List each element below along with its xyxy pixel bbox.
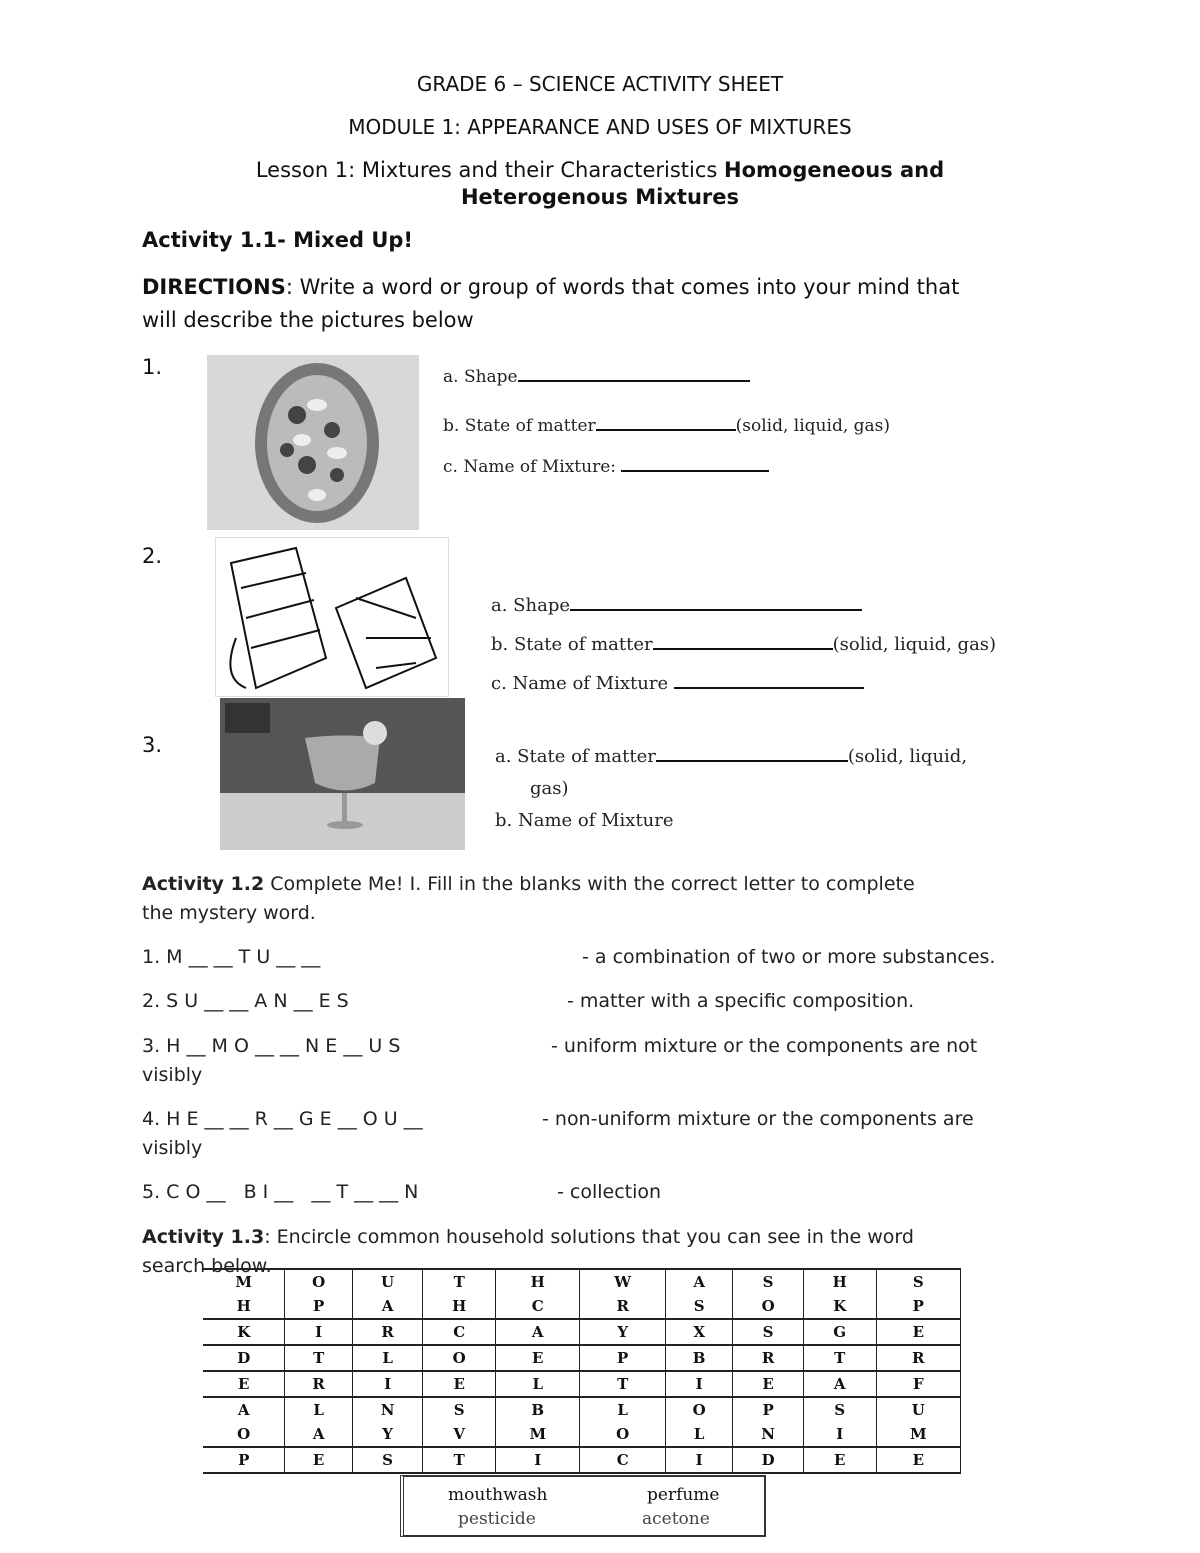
answer-blank[interactable] — [674, 687, 864, 689]
grid-cell[interactable]: T — [803, 1345, 876, 1371]
mystery-word-2[interactable]: 2. S U __ __ A N __ E S — [142, 990, 349, 1012]
grid-cell[interactable]: X — [665, 1319, 732, 1345]
activity-2-instructions-cont: the mystery word. — [142, 902, 316, 924]
directions-text: : Write a word or group of words that comes into your mind that — [285, 275, 960, 299]
item-1-c-label: c. Name of Mixture: — [443, 457, 616, 477]
grid-cell[interactable]: E — [285, 1447, 352, 1473]
grid-cell[interactable]: C — [423, 1319, 496, 1345]
grid-cell[interactable]: L — [580, 1397, 666, 1422]
grid-cell[interactable]: R — [580, 1294, 666, 1319]
grid-cell[interactable]: G — [803, 1319, 876, 1345]
grid-cell[interactable]: E — [803, 1447, 876, 1473]
grid-cell[interactable]: S — [733, 1269, 803, 1294]
grid-row — [203, 1269, 961, 1294]
mystery-word-5[interactable]: 5. C O __ B I __ __ T __ __ N — [142, 1181, 419, 1203]
grid-cell[interactable]: N — [733, 1422, 803, 1447]
grid-cell[interactable]: I — [803, 1422, 876, 1447]
grid-cell[interactable]: S — [665, 1294, 732, 1319]
word-bank-scroll — [400, 1475, 766, 1537]
grid-cell[interactable]: I — [352, 1371, 422, 1397]
hint: (solid, liquid, gas) — [832, 634, 997, 655]
grid-row — [203, 1345, 961, 1371]
grid-cell[interactable]: O — [203, 1422, 285, 1447]
definition-2: - matter with a specific composition. — [567, 990, 915, 1012]
grid-row — [203, 1371, 961, 1397]
grid-cell[interactable]: L — [352, 1345, 422, 1371]
grade-title: GRADE 6 – SCIENCE ACTIVITY SHEET — [416, 72, 784, 96]
grid-cell[interactable]: R — [285, 1371, 352, 1397]
grid-cell[interactable]: S — [733, 1319, 803, 1345]
grid-cell[interactable]: L — [496, 1371, 580, 1397]
activity-3-instructions-cont: search below. — [142, 1255, 272, 1277]
grid-cell[interactable]: F — [876, 1371, 960, 1397]
grid-row — [203, 1397, 961, 1422]
grid-cell[interactable]: A — [285, 1422, 352, 1447]
grid-cell[interactable]: E — [876, 1319, 960, 1345]
definition-5: - collection — [557, 1181, 662, 1203]
grid-cell[interactable]: T — [423, 1447, 496, 1473]
grid-cell[interactable]: O — [733, 1294, 803, 1319]
lesson-bold: Homogeneous and — [724, 158, 945, 182]
grid-cell[interactable]: A — [496, 1319, 580, 1345]
grid-cell[interactable]: A — [203, 1397, 285, 1422]
directions-line2: will describe the pictures below — [142, 308, 474, 332]
grid-cell[interactable]: I — [496, 1447, 580, 1473]
directions — [142, 275, 959, 299]
item-1-number: 1. — [142, 355, 163, 379]
activity-2-heading — [142, 873, 915, 895]
activity-3-title: Activity 1.3 — [142, 1226, 265, 1248]
activity-1-title: Activity 1.1- Mixed Up! — [142, 228, 413, 252]
grid-cell[interactable]: O — [285, 1269, 352, 1294]
item-2-b-label: b. State of matter — [491, 634, 653, 655]
grid-cell[interactable]: S — [876, 1269, 960, 1294]
lesson-title — [0, 158, 1200, 182]
item-3-b: b. Name of Mixture — [495, 810, 674, 831]
grid-cell[interactable]: H — [203, 1294, 285, 1319]
answer-blank[interactable] — [656, 760, 848, 762]
grid-cell[interactable]: D — [203, 1345, 285, 1371]
activity-2-title: Activity 1.2 — [142, 873, 265, 895]
hint: (solid, liquid, gas) — [735, 416, 891, 436]
grid-cell[interactable]: P — [285, 1294, 352, 1319]
answer-blank[interactable] — [518, 380, 750, 382]
mystery-word-1[interactable]: 1. M __ __ T U __ __ — [142, 946, 321, 968]
item-3-number: 3. — [142, 733, 163, 757]
grid-cell[interactable]: O — [580, 1422, 666, 1447]
answer-blank[interactable] — [596, 429, 736, 431]
grid-cell[interactable]: K — [203, 1319, 285, 1345]
item-2-a — [491, 595, 862, 616]
grid-cell[interactable]: S — [352, 1447, 422, 1473]
grid-cell[interactable]: D — [733, 1447, 803, 1473]
grid-cell[interactable]: E — [733, 1371, 803, 1397]
rolled-food-image — [215, 537, 449, 697]
lesson-subtitle: Heterogenous Mixtures — [460, 185, 740, 209]
activity-3-instructions: : Encircle common household solutions that you can see in the word — [264, 1226, 914, 1248]
grid-cell[interactable]: C — [580, 1447, 666, 1473]
grid-cell[interactable]: H — [496, 1269, 580, 1294]
grid-cell[interactable]: P — [580, 1345, 666, 1371]
item-1-c — [443, 457, 769, 477]
grid-cell[interactable]: I — [665, 1371, 732, 1397]
mystery-word-4[interactable]: 4. H E __ __ R __ G E __ O U __ — [142, 1108, 423, 1130]
item-1-a — [443, 367, 750, 387]
grid-cell[interactable]: R — [352, 1319, 422, 1345]
activity-2-instructions: Complete Me! I. Fill in the blanks with the correct letter to complete — [264, 873, 915, 895]
grid-cell[interactable]: N — [352, 1397, 422, 1422]
grid-row — [203, 1319, 961, 1345]
item-2-b — [491, 634, 996, 655]
answer-blank[interactable] — [653, 648, 833, 650]
grid-cell[interactable]: A — [803, 1371, 876, 1397]
grid-cell[interactable]: I — [285, 1319, 352, 1345]
grid-row — [203, 1422, 961, 1447]
grid-cell[interactable]: P — [876, 1294, 960, 1319]
grid-cell[interactable]: P — [733, 1397, 803, 1422]
grid-cell[interactable]: U — [876, 1397, 960, 1422]
grid-cell[interactable]: T — [423, 1269, 496, 1294]
grid-cell[interactable]: B — [665, 1345, 732, 1371]
grid-cell[interactable]: E — [876, 1447, 960, 1473]
grid-cell[interactable]: V — [423, 1422, 496, 1447]
grid-cell[interactable]: K — [803, 1294, 876, 1319]
item-2-number: 2. — [142, 544, 163, 568]
grid-cell[interactable]: T — [285, 1345, 352, 1371]
answer-blank[interactable] — [621, 470, 769, 472]
definition-1: - a combination of two or more substances. — [582, 946, 996, 968]
hint: (solid, liquid, — [847, 746, 968, 767]
item-2-c-label: c. Name of Mixture — [491, 673, 669, 694]
grid-cell[interactable]: M — [876, 1422, 960, 1447]
item-1-b-label: b. State of matter — [443, 416, 596, 436]
grid-cell[interactable]: E — [496, 1345, 580, 1371]
grid-cell[interactable]: O — [423, 1345, 496, 1371]
grid-cell[interactable]: H — [423, 1294, 496, 1319]
grid-cell[interactable]: L — [285, 1397, 352, 1422]
grid-cell[interactable]: P — [203, 1447, 285, 1473]
directions-label: DIRECTIONS — [142, 275, 286, 299]
grid-cell[interactable]: I — [665, 1447, 732, 1473]
definition-4-cont: visibly — [142, 1137, 203, 1159]
grid-cell[interactable]: S — [423, 1397, 496, 1422]
module-title: MODULE 1: APPEARANCE AND USES OF MIXTURES — [348, 115, 852, 139]
grid-cell[interactable]: R — [876, 1345, 960, 1371]
definition-3-cont: visibly — [142, 1064, 203, 1086]
grid-cell[interactable]: T — [580, 1371, 666, 1397]
grid-cell[interactable]: C — [496, 1294, 580, 1319]
mystery-word-3[interactable]: 3. H __ M O __ __ N E __ U S — [142, 1035, 401, 1057]
item-3-a-hint-cont: gas) — [530, 778, 569, 799]
grid-cell[interactable]: E — [203, 1371, 285, 1397]
juice-glass-image — [220, 698, 465, 850]
definition-3: - uniform mixture or the components are not — [551, 1035, 978, 1057]
grid-cell[interactable]: R — [733, 1345, 803, 1371]
grid-cell[interactable]: Y — [352, 1422, 422, 1447]
item-2-c — [491, 673, 864, 694]
word-search-grid[interactable] — [203, 1268, 961, 1474]
lesson-prefix: Lesson 1: Mixtures and their Characteristics — [255, 158, 725, 182]
grid-cell[interactable]: A — [665, 1269, 732, 1294]
grid-cell[interactable]: B — [496, 1397, 580, 1422]
grid-row — [203, 1294, 961, 1319]
item-3-a — [495, 746, 967, 767]
item-2-a-label: a. Shape — [491, 595, 571, 616]
grid-cell[interactable]: S — [803, 1397, 876, 1422]
grid-cell[interactable]: M — [203, 1269, 285, 1294]
grid-cell[interactable]: M — [496, 1422, 580, 1447]
grid-cell[interactable]: O — [665, 1397, 732, 1422]
word-bank-item: pesticide — [458, 1509, 536, 1529]
grid-cell[interactable]: U — [352, 1269, 422, 1294]
grid-cell[interactable]: H — [803, 1269, 876, 1294]
item-3-a-label: a. State of matter — [495, 746, 656, 767]
item-1-b — [443, 416, 890, 436]
grid-cell[interactable]: L — [665, 1422, 732, 1447]
item-1-a-label: a. Shape — [443, 367, 518, 387]
answer-blank[interactable] — [570, 609, 862, 611]
word-bank-item: acetone — [642, 1509, 710, 1529]
grid-cell[interactable]: Y — [580, 1319, 666, 1345]
trail-mix-image — [207, 355, 419, 530]
grid-cell[interactable]: W — [580, 1269, 666, 1294]
grid-cell[interactable]: A — [352, 1294, 422, 1319]
grid-cell[interactable]: E — [423, 1371, 496, 1397]
word-bank-item: perfume — [647, 1485, 720, 1505]
grid-row — [203, 1447, 961, 1473]
definition-4: - non-uniform mixture or the components are — [542, 1108, 974, 1130]
activity-3-heading — [142, 1226, 914, 1248]
word-bank-item: mouthwash — [448, 1485, 548, 1505]
